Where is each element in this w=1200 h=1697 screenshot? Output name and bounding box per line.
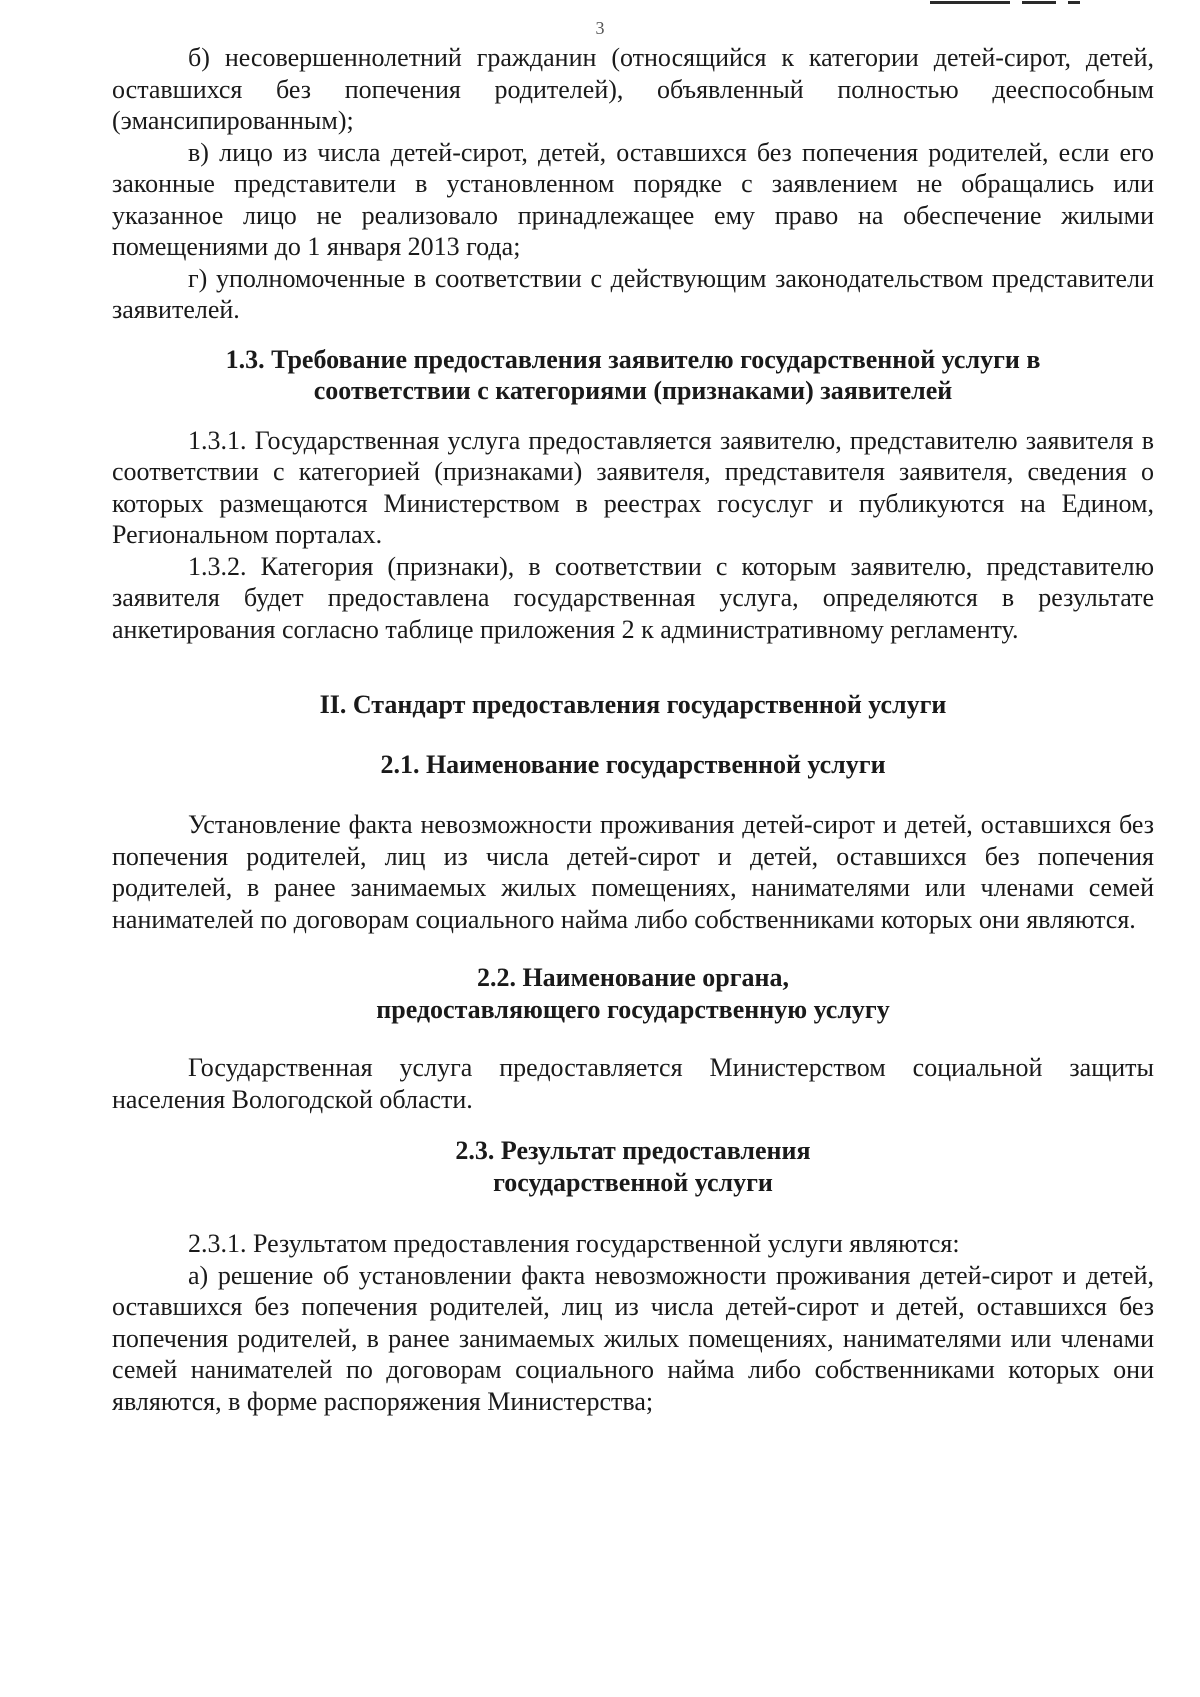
section-heading-2-2-line1: 2.2. Наименование органа, bbox=[476, 963, 790, 992]
paragraph-2-3-1-a: а) решение об установлении факта невозможности проживания детей-сирот и детей, оставшихся без попечения родителей, лиц из числа детей-сирот и детей, оставшихся без попечения родителей, в ранее занимаемых жилых помещениях, нанимателями или членами семей нанимателей по договорам социального найма либо собственниками которых они являются, в форме распоряжения Министерства; bbox=[112, 1260, 1154, 1416]
section-heading-1-3-line2: соответствии с категориями (признаками) заявителей bbox=[313, 376, 953, 405]
paragraph-1-3-2: 1.3.2. Категория (признаки), в соответствии с которым заявителю, представителю заявителя будет предоставлена государственная услуга, определяются в результате анкетирования согласно таблице приложения 2 к административному регламенту. bbox=[112, 551, 1154, 644]
paragraph-2-3-1: 2.3.1. Результатом предоставления государственной услуги являются: bbox=[188, 1229, 960, 1258]
section-heading-1-3 bbox=[112, 344, 1154, 407]
paragraph-2-1: Установление факта невозможности проживания детей-сирот и детей, оставшихся без попечения родителей, лиц из числа детей-сирот и детей, оставшихся без попечения родителей, в ранее занимаемых жилых помещениях, нанимателями или членами семей нанимателей по договорам социального найма либо собственниками которых они являются. bbox=[112, 810, 1154, 934]
scan-edge-mark bbox=[930, 0, 1100, 6]
section-heading-2-1: 2.1. Наименование государственной услуги bbox=[380, 749, 886, 779]
document-page bbox=[112, 42, 1154, 1417]
section-heading-2-3-line1: 2.3. Результат предоставления bbox=[455, 1136, 811, 1165]
paragraph-1-3-1: 1.3.1. Государственная услуга предоставляется заявителю, представителю заявителя в соответствии с категорией (признаками) заявителя, представителя заявителя, сведения о которых размещаются Министерством в реестрах госуслуг и публикуются на Едином, Региональном порталах. bbox=[112, 425, 1154, 549]
section-heading-2-2-line2: предоставляющего государственную услугу bbox=[376, 994, 890, 1024]
paragraph-item-g: г) уполномоченные в соответствии с действующим законодательством представители заявителей. bbox=[112, 263, 1154, 324]
section-heading-2-3 bbox=[112, 1135, 1154, 1198]
paragraph-item-v: в) лицо из числа детей-сирот, детей, оставшихся без попечения родителей, если его законные представители в установленном порядке с заявлением не обращались или указанное лицо не реализовало принадлежащее ему право на обеспечение жилыми помещениями до 1 января 2013 года; bbox=[112, 137, 1154, 261]
paragraph-item-b: б) несовершеннолетний гражданин (относящийся к категории детей-сирот, детей, оставшихся без попечения родителей), объявленный полностью дееспособным (эмансипированным); bbox=[112, 43, 1154, 135]
section-heading-2-3-line2: государственной услуги bbox=[493, 1167, 773, 1197]
paragraph-2-2: Государственная услуга предоставляется Министерством социальной защиты населения Вологодской области. bbox=[112, 1053, 1154, 1114]
section-heading-1-3-line1: 1.3. Требование предоставления заявителю государственной услуги в bbox=[225, 344, 1041, 374]
section-heading-2-2 bbox=[112, 962, 1154, 1025]
section-heading-2: II. Стандарт предоставления государственной услуги bbox=[319, 690, 947, 719]
page-number: 3 bbox=[595, 18, 605, 38]
